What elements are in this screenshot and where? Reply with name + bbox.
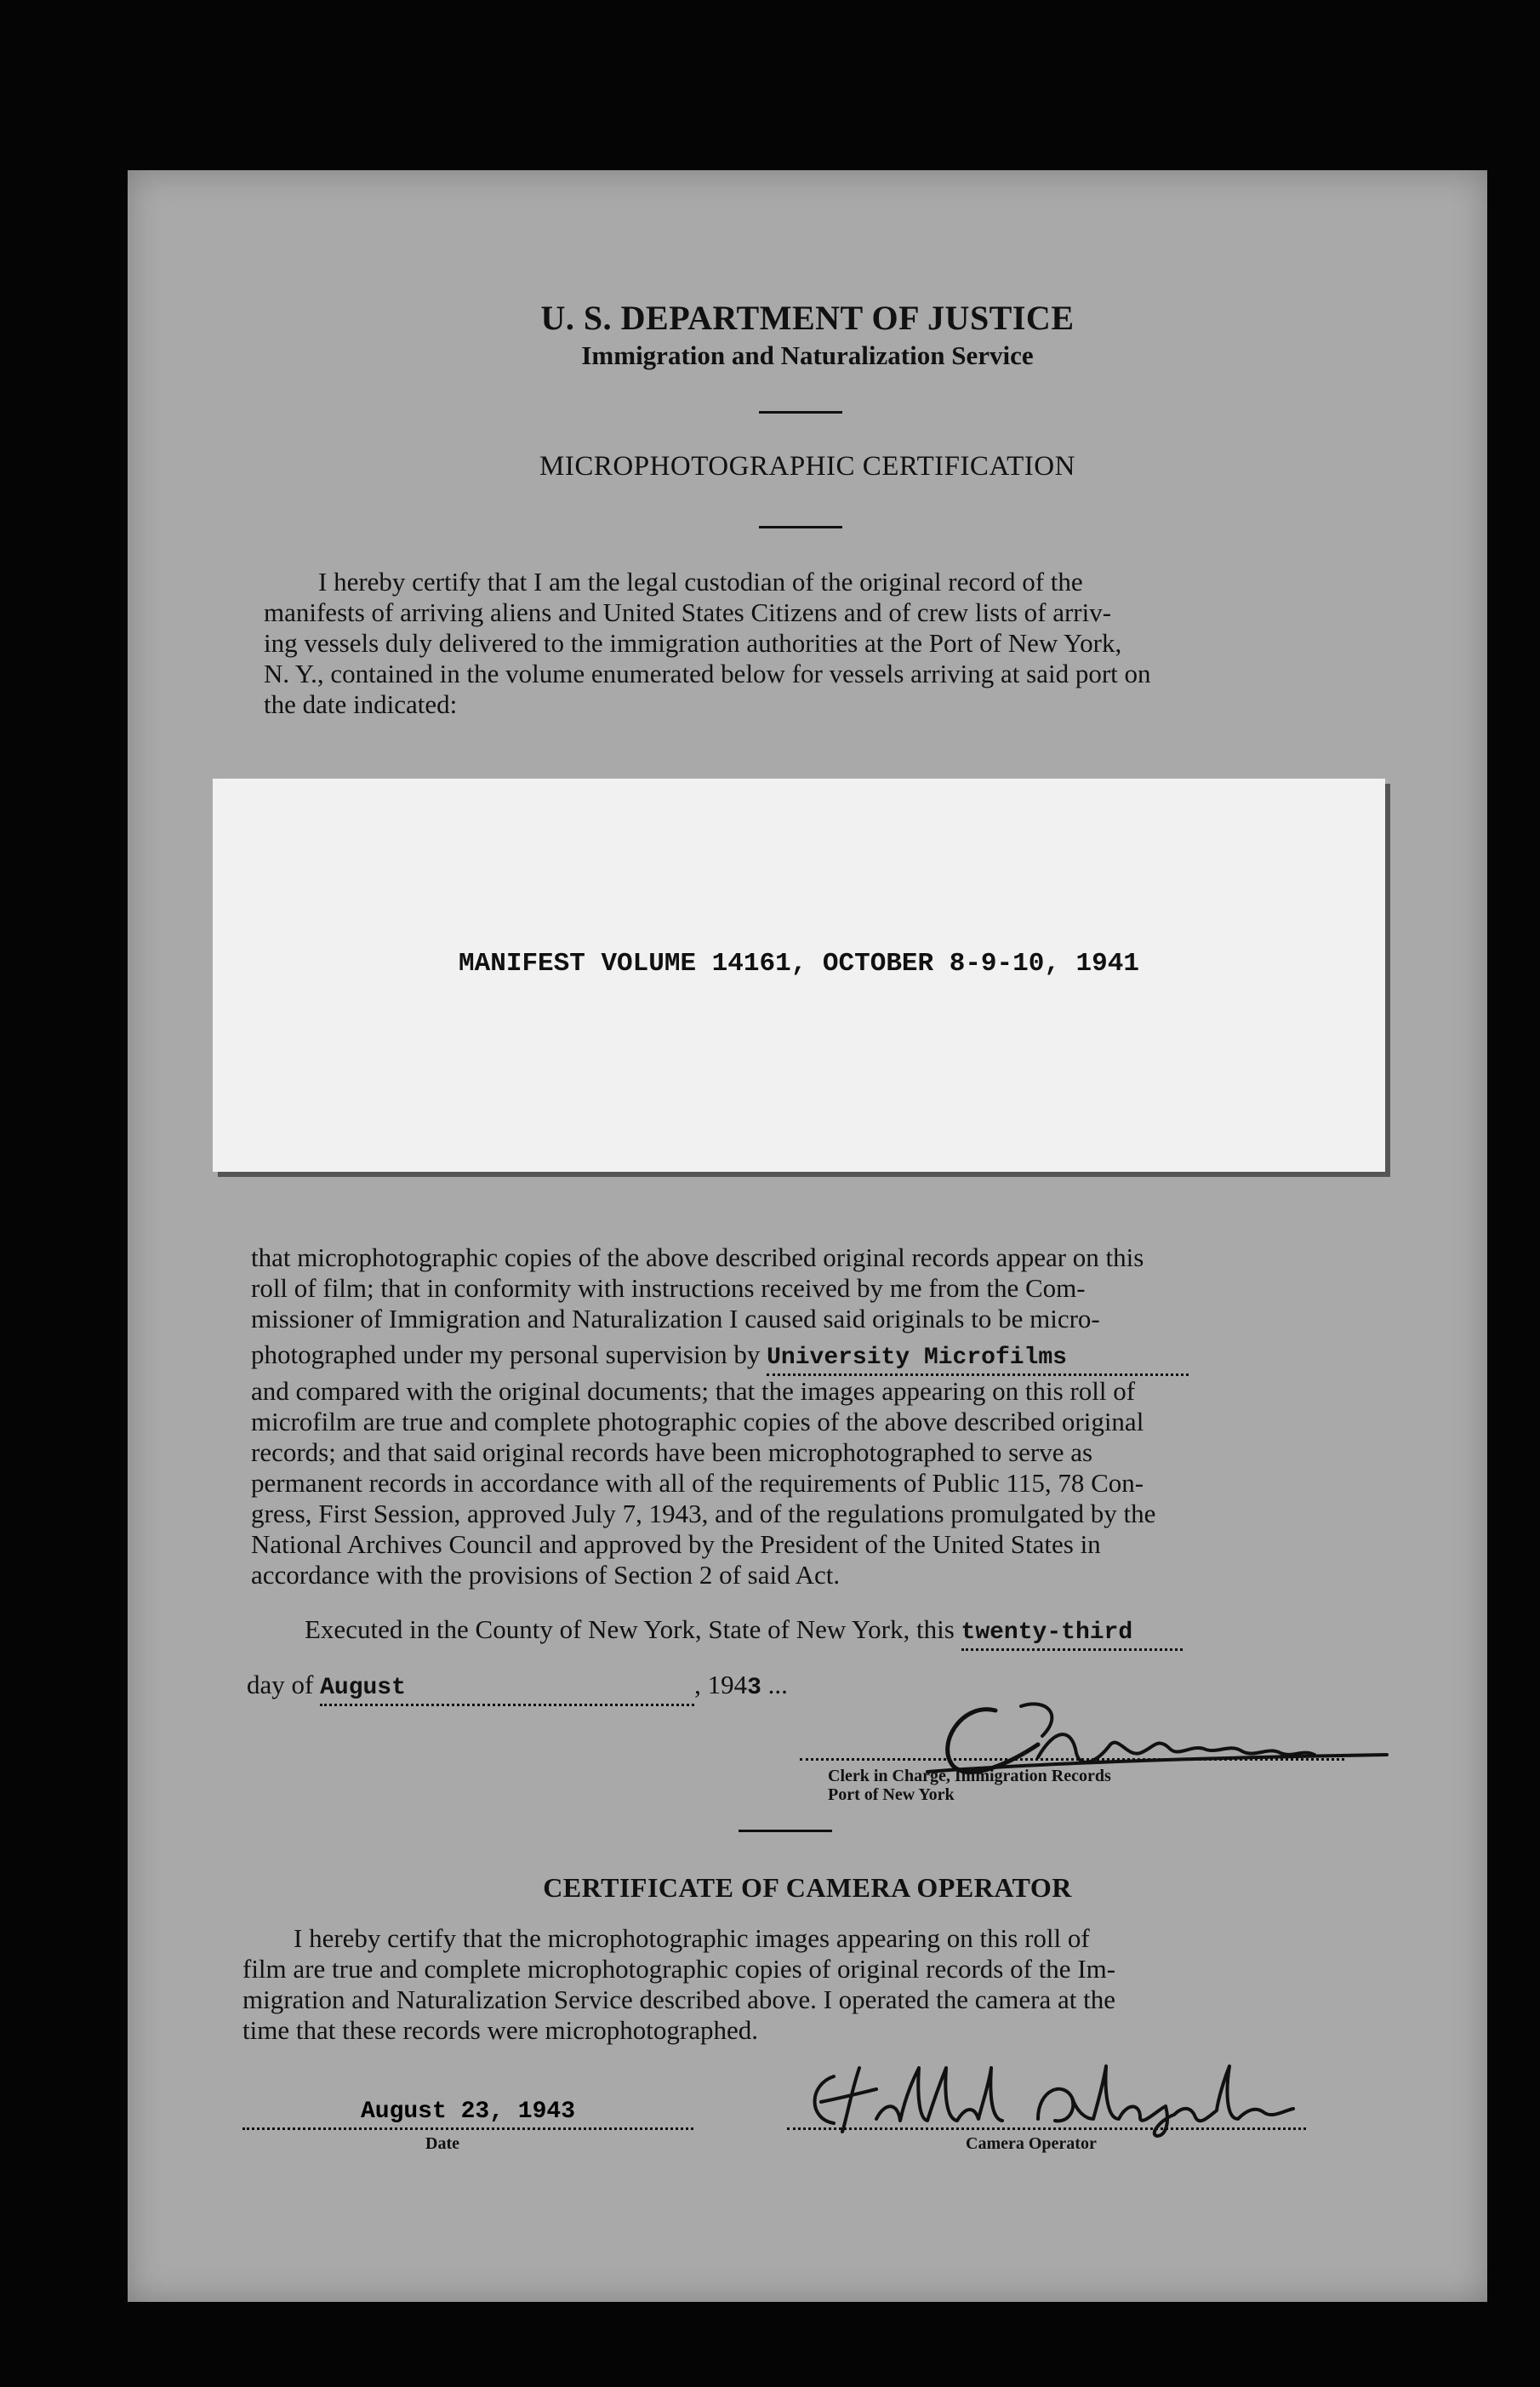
camera-certificate-title: CERTIFICATE OF CAMERA OPERATOR xyxy=(543,1872,1072,1903)
body-line: permanent records in accordance with all of the requirements of Public 115, 78 Con- xyxy=(251,1468,1144,1498)
camera-certificate-paragraph xyxy=(242,1923,1374,2046)
supervisor-line: photographed under my personal supervision by University Microfilms xyxy=(251,1339,1366,1376)
intro-line: manifests of arriving aliens and United States Citizens and of crew lists of arriv- xyxy=(264,597,1112,627)
execution-line: Executed in the County of New York, State of New York, this twenty-third xyxy=(305,1614,1377,1651)
supervisor-field: University Microfilms xyxy=(767,1343,1189,1376)
camera-operator-signature xyxy=(783,2051,1310,2144)
body-line: gress, First Session, approved July 7, 1943, and of the regulations promulgated by the xyxy=(251,1499,1156,1528)
service-subheading: Immigration and Naturalization Service xyxy=(581,340,1034,370)
clerk-title: Clerk in Charge, Immigration Records Port of New York xyxy=(828,1767,1111,1804)
camera-cert-line: time that these records were microphotographed. xyxy=(242,2015,758,2045)
body-line: accordance with the provisions of Section 2 of said Act. xyxy=(251,1560,841,1590)
manifest-slip xyxy=(213,779,1385,1172)
intro-line: the date indicated: xyxy=(264,689,458,719)
camera-cert-line: film are true and complete microphotographic copies of original records of the Im- xyxy=(242,1954,1116,1984)
date-field xyxy=(242,2099,693,2130)
divider xyxy=(759,411,842,414)
department-heading: U. S. DEPARTMENT OF JUSTICE xyxy=(540,299,1075,337)
camera-cert-line: migration and Naturalization Service described above. I operated the camera at the xyxy=(242,1984,1115,2014)
certification-title: MICROPHOTOGRAPHIC CERTIFICATION xyxy=(539,451,1075,482)
date-value: August 23, 1943 xyxy=(360,2099,576,2125)
execution-date-line: day of August , 1943 ... xyxy=(247,1670,1012,1706)
body-line: that microphotographic copies of the above described original records appear on this xyxy=(251,1242,1144,1272)
operator-label: Camera Operator xyxy=(966,2134,1097,2153)
execution-month-field: August xyxy=(320,1673,694,1706)
execution-day-field: twenty-third xyxy=(961,1618,1183,1651)
body-paragraph xyxy=(251,1242,1366,1590)
camera-cert-line: I hereby certify that the microphotographic images appearing on this roll of xyxy=(294,1923,1090,1953)
divider xyxy=(759,526,842,528)
body-line: roll of film; that in conformity with instructions received by me from the Com- xyxy=(251,1273,1086,1303)
body-line: National Archives Council and approved by the President of the United States in xyxy=(251,1529,1101,1559)
body-line: records; and that said original records have been microphotographed to serve as xyxy=(251,1437,1093,1467)
execution-year-digit: 3 xyxy=(747,1675,761,1701)
manifest-volume-text: MANIFEST VOLUME 14161, OCTOBER 8-9-10, 1941 xyxy=(459,949,1139,979)
intro-paragraph xyxy=(264,567,1336,720)
intro-line: I hereby certify that I am the legal custodian of the original record of the xyxy=(318,567,1083,597)
body-line: microfilm are true and complete photographic copies of the above described original xyxy=(251,1407,1144,1436)
divider xyxy=(739,1830,832,1832)
body-line: and compared with the original documents; that the images appearing on this roll of xyxy=(251,1376,1136,1406)
date-label: Date xyxy=(425,2134,459,2153)
body-line: missioner of Immigration and Naturalization I caused said originals to be micro- xyxy=(251,1304,1100,1333)
intro-line: ing vessels duly delivered to the immigration authorities at the Port of New York, xyxy=(264,628,1122,658)
intro-line: N. Y., contained in the volume enumerated below for vessels arriving at said port on xyxy=(264,659,1151,688)
certificate-document xyxy=(128,170,1487,2302)
